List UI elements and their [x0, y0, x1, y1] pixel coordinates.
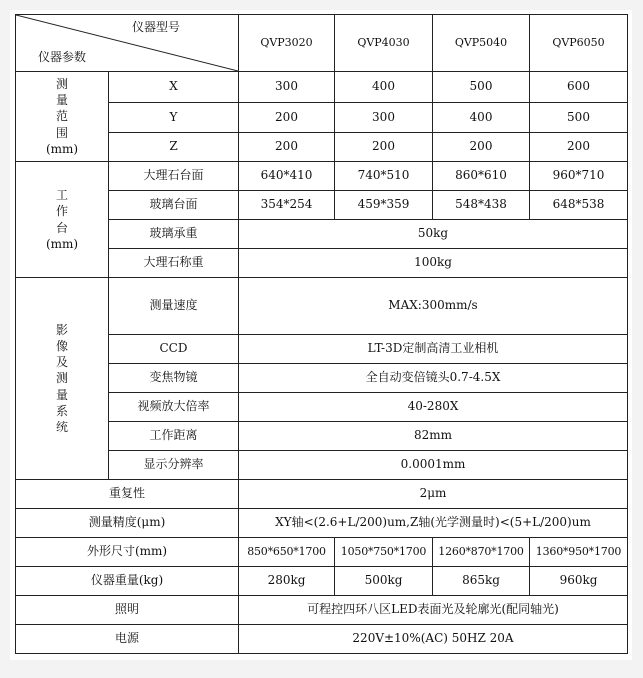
row-label: 外形尺寸(mm) — [16, 538, 239, 567]
cell-value: 459*359 — [335, 191, 433, 220]
cell-value: 500 — [530, 103, 628, 133]
model-header: QVP5040 — [433, 15, 530, 72]
cell-value: MAX:300mm/s — [239, 278, 628, 335]
cell-value: 2μm — [239, 480, 628, 509]
cell-value: 200 — [239, 133, 335, 162]
model-header: QVP4030 — [335, 15, 433, 72]
cell-value: 960kg — [530, 567, 628, 596]
row-label: 工作距离 — [109, 422, 239, 451]
stage-group-char: 工 — [55, 188, 68, 203]
cell-value: 860*610 — [433, 162, 530, 191]
stage-group-char: 作 — [55, 204, 68, 219]
lighting-row — [16, 596, 628, 625]
imaging-group-char: 及 — [55, 355, 68, 370]
row-label: 玻璃承重 — [109, 220, 239, 249]
cell-value: 740*510 — [335, 162, 433, 191]
imaging-group-char: 像 — [55, 339, 68, 354]
imaging-group-label — [16, 278, 109, 480]
cell-value: 200 — [239, 103, 335, 133]
cell-value: 600 — [530, 72, 628, 103]
cell-value: 648*538 — [530, 191, 628, 220]
cell-value: 1050*750*1700 — [335, 538, 433, 567]
imaging-group-char: 影 — [55, 322, 68, 337]
range-group-char: 围 — [55, 125, 68, 140]
cell-value: XY轴<(2.6+L/200)um,Z轴(光学测量时)<(5+L/200)um — [239, 509, 628, 538]
cell-value: 100kg — [239, 249, 628, 278]
row-label: Y — [109, 103, 239, 133]
power-row — [16, 625, 628, 654]
cell-value: 220V±10%(AC) 50HZ 20A — [239, 625, 628, 654]
range-group-char: 范 — [55, 109, 68, 124]
cell-value: 50kg — [239, 220, 628, 249]
cell-value: 500kg — [335, 567, 433, 596]
header-row — [16, 15, 628, 72]
cell-value: 可程控四环八区LED表面光及轮廓光(配同轴光) — [239, 596, 628, 625]
row-label: 变焦物镜 — [109, 364, 239, 393]
cell-value: 354*254 — [239, 191, 335, 220]
range-group-char: 量 — [55, 93, 68, 108]
cell-value: 865kg — [433, 567, 530, 596]
range-group-char: 测 — [55, 77, 68, 92]
cell-value: 200 — [335, 133, 433, 162]
row-label: Z — [109, 133, 239, 162]
model-header-label: 仪器型号 — [131, 20, 180, 34]
cell-value: 548*438 — [433, 191, 530, 220]
spec-table — [15, 14, 628, 654]
row-label: 视频放大倍率 — [109, 393, 239, 422]
cell-value: LT-3D定制高清工业相机 — [239, 335, 628, 364]
stage-group-char: (mm) — [45, 236, 79, 251]
imaging-group-char: 系 — [55, 403, 68, 418]
row-label: 照明 — [16, 596, 239, 625]
row-label: 测量精度(μm) — [16, 509, 239, 538]
model-header: QVP3020 — [239, 15, 335, 72]
cell-value: 280kg — [239, 567, 335, 596]
row-label: 测量速度 — [109, 278, 239, 335]
row-label: 仪器重量(kg) — [16, 567, 239, 596]
dimensions-row — [16, 538, 628, 567]
cell-value: 400 — [433, 103, 530, 133]
row-label: X — [109, 72, 239, 103]
row-label: 大理石称重 — [109, 249, 239, 278]
cell-value: 200 — [433, 133, 530, 162]
row-label: 显示分辨率 — [109, 451, 239, 480]
imaging-group-char: 量 — [55, 387, 68, 402]
cell-value: 82mm — [239, 422, 628, 451]
accuracy-row — [16, 509, 628, 538]
imaging-row-speed — [16, 278, 628, 335]
imaging-group-char: 统 — [55, 419, 68, 434]
imaging-group-char: 测 — [55, 371, 68, 386]
row-label: CCD — [109, 335, 239, 364]
range-group-label — [16, 72, 109, 162]
cell-value: 0.0001mm — [239, 451, 628, 480]
cell-value: 200 — [530, 133, 628, 162]
stage-row-marble — [16, 162, 628, 191]
cell-value: 850*650*1700 — [239, 538, 335, 567]
row-label: 玻璃台面 — [109, 191, 239, 220]
range-group-char: (mm) — [45, 141, 79, 156]
param-header-label: 仪器参数 — [38, 50, 87, 65]
stage-group-char: 台 — [55, 220, 68, 235]
spec-sheet — [10, 10, 632, 660]
cell-value: 640*410 — [239, 162, 335, 191]
row-label: 电源 — [16, 625, 239, 654]
cell-value: 40-280X — [239, 393, 628, 422]
row-label: 大理石台面 — [109, 162, 239, 191]
weight-row — [16, 567, 628, 596]
cell-value: 300 — [335, 103, 433, 133]
cell-value: 500 — [433, 72, 530, 103]
cell-value: 1360*950*1700 — [530, 538, 628, 567]
cell-value: 全自动变倍镜头0.7-4.5X — [239, 364, 628, 393]
range-row-x — [16, 72, 628, 103]
stage-group-label — [16, 162, 109, 278]
repeatability-row — [16, 480, 628, 509]
header-diagonal-cell — [16, 15, 239, 72]
cell-value: 300 — [239, 72, 335, 103]
cell-value: 1260*870*1700 — [433, 538, 530, 567]
model-header: QVP6050 — [530, 15, 628, 72]
row-label: 重复性 — [16, 480, 239, 509]
cell-value: 960*710 — [530, 162, 628, 191]
cell-value: 400 — [335, 72, 433, 103]
